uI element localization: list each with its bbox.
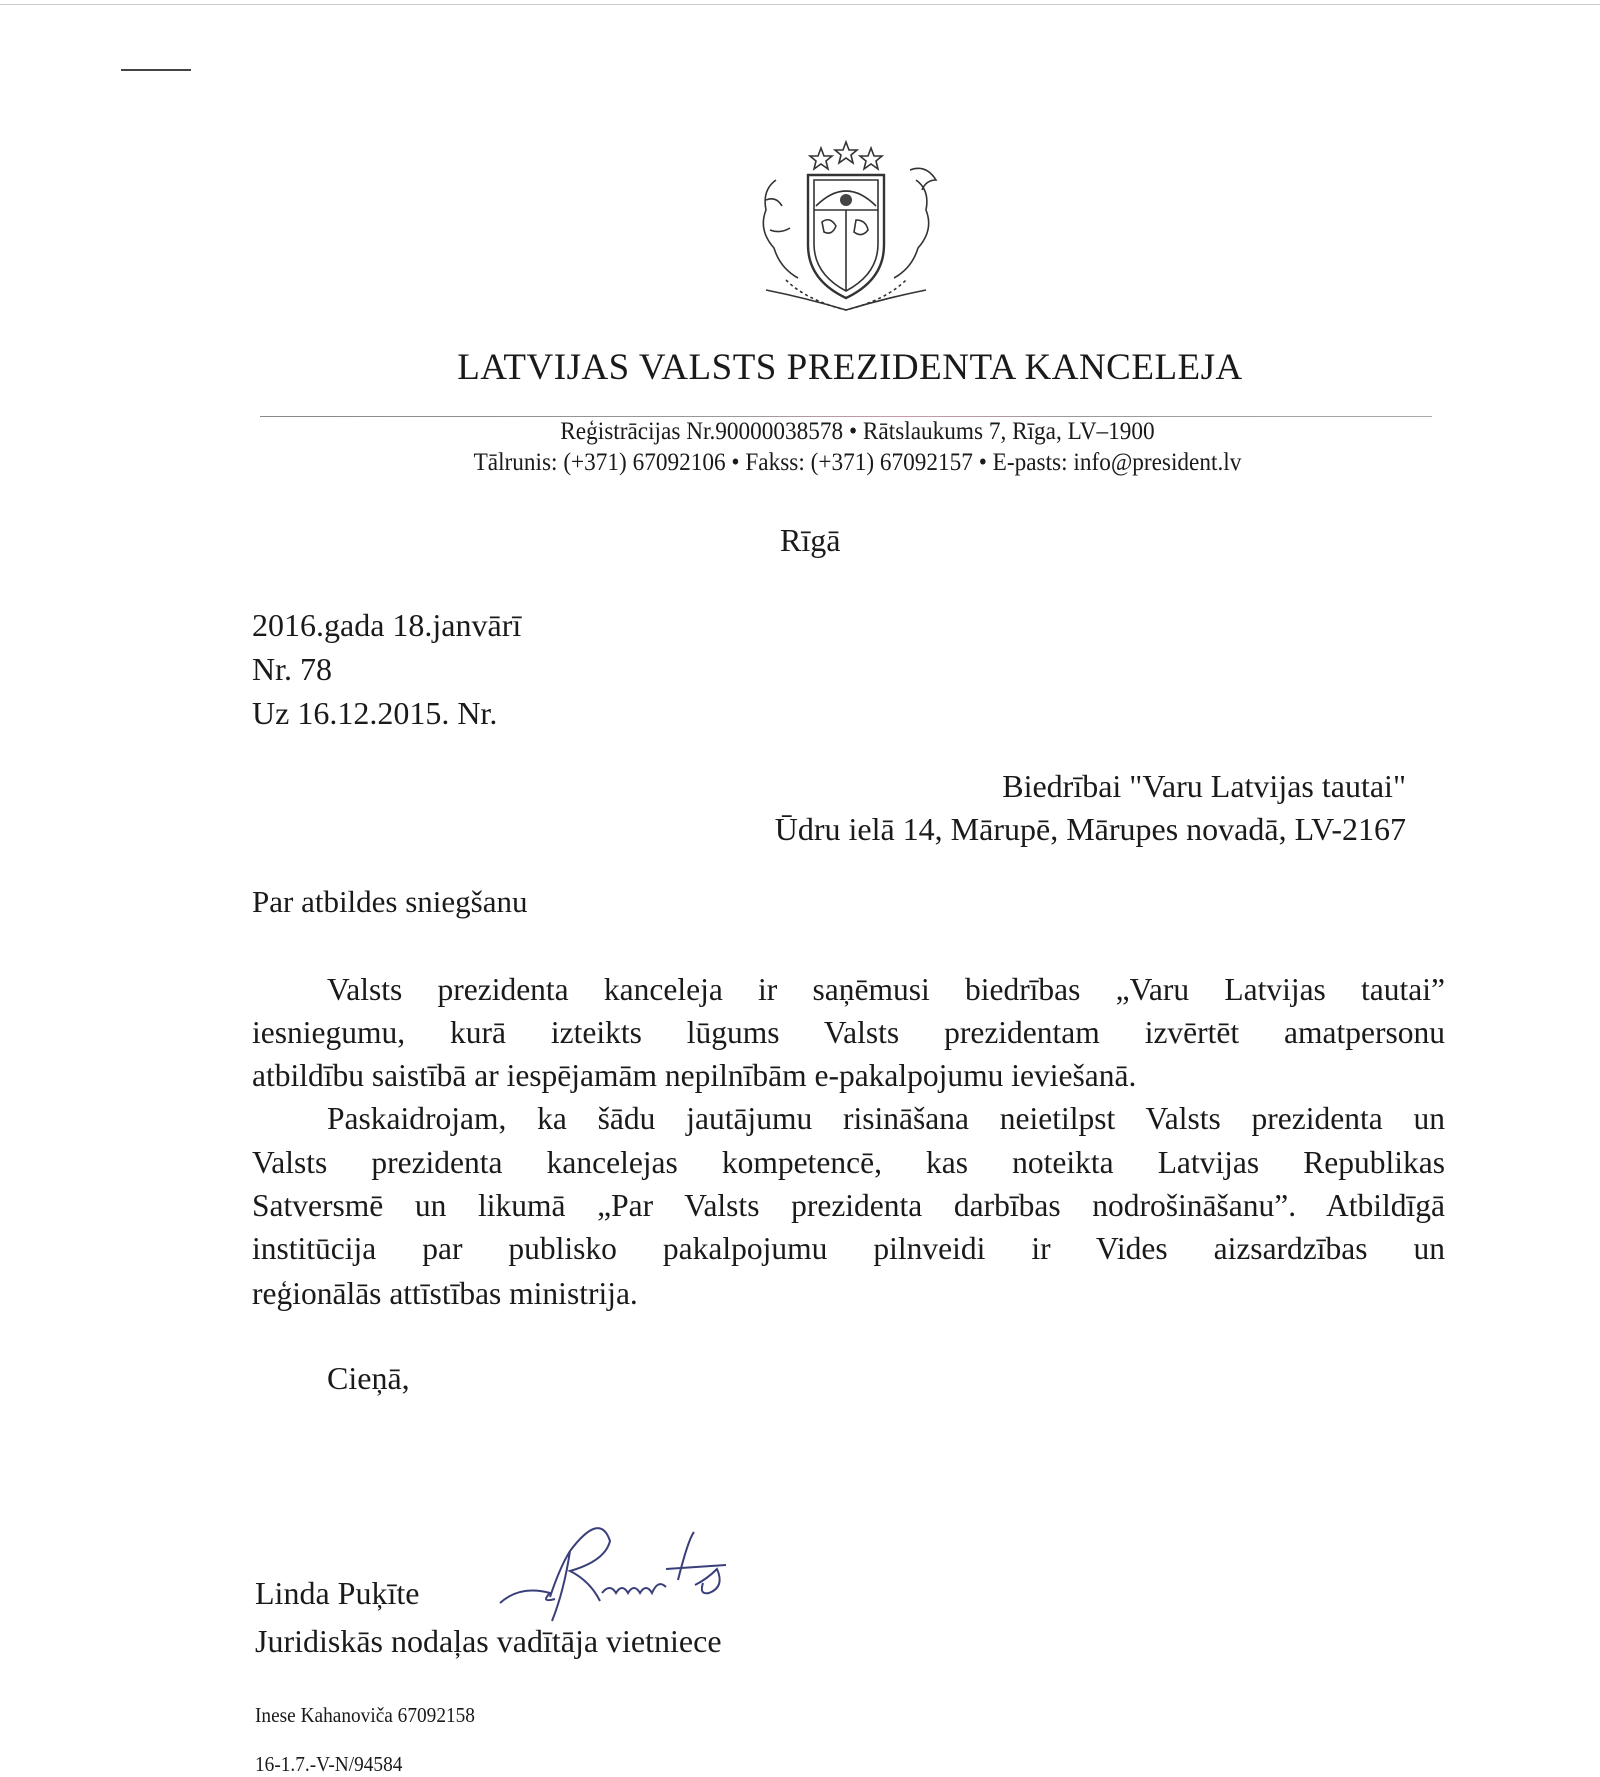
recipient-name: Biedrībai "Varu Latvijas tautai": [1002, 768, 1406, 804]
registration-address-line: Reģistrācijas Nr.90000038578 • Rātslaukums 7, Rīga, LV–1900: [560, 418, 1155, 445]
letter-subject: Par atbildes sniegšanu: [252, 884, 528, 919]
letter-number: Nr. 78: [252, 651, 332, 687]
scan-mark: [0, 4, 1600, 5]
recipient-address: Ūdru ielā 14, Mārupē, Mārupes novadā, LV-2167: [774, 811, 1406, 847]
body-line: atbildību saistībā ar iespējamām nepilnībām e-pakalpojumu ieviešanā.: [252, 1058, 1137, 1093]
body-line: iesniegumu, kurā izteikts lūgums Valsts prezidentam izvērtēt amatpersonu: [252, 1015, 1445, 1050]
body-line: Satversmē un likumā „Par Valsts prezidenta darbības nodrošināšanu”. Atbildīgā: [252, 1188, 1445, 1223]
body-line: Valsts prezidenta kanceleja ir saņēmusi biedrības „Varu Latvijas tautai”: [327, 972, 1445, 1007]
coat-of-arms-logo: [736, 140, 956, 325]
contact-line: Tālrunis: (+371) 67092106 • Fakss: (+371) 67092157 • E-pasts: info@president.lv: [473, 449, 1242, 476]
closing: Cieņā,: [327, 1360, 410, 1396]
body-line: Valsts prezidenta kancelejas kompetencē, kas noteikta Latvijas Republikas: [252, 1145, 1445, 1180]
body-line: institūcija par publisko pakalpojumu pilnveidi ir Vides aizsardzības un: [252, 1231, 1445, 1266]
body-line: reģionālās attīstības ministrija.: [252, 1276, 638, 1311]
signer-name: Linda Puķīte: [255, 1575, 420, 1611]
contact-person: Inese Kahanoviča 67092158: [255, 1703, 475, 1727]
file-reference: 16-1.7.-V-N/94584: [255, 1752, 403, 1776]
header-divider: [260, 416, 1432, 417]
reference-number: Uz 16.12.2015. Nr.: [252, 695, 498, 731]
letter-date: 2016.gada 18.janvārī: [252, 607, 522, 643]
signer-position: Juridiskās nodaļas vadītāja vietniece: [255, 1623, 722, 1659]
organization-title: LATVIJAS VALSTS PREZIDENTA KANCELEJA: [457, 347, 1243, 388]
body-line: Paskaidrojam, ka šādu jautājumu risināšana neietilpst Valsts prezidenta un: [327, 1101, 1445, 1136]
star-icon: [835, 142, 857, 163]
scan-mark: [121, 69, 191, 71]
handwritten-signature: [490, 1525, 780, 1635]
place: Rīgā: [780, 522, 841, 558]
star-icon: [860, 148, 882, 169]
star-icon: [810, 148, 832, 169]
